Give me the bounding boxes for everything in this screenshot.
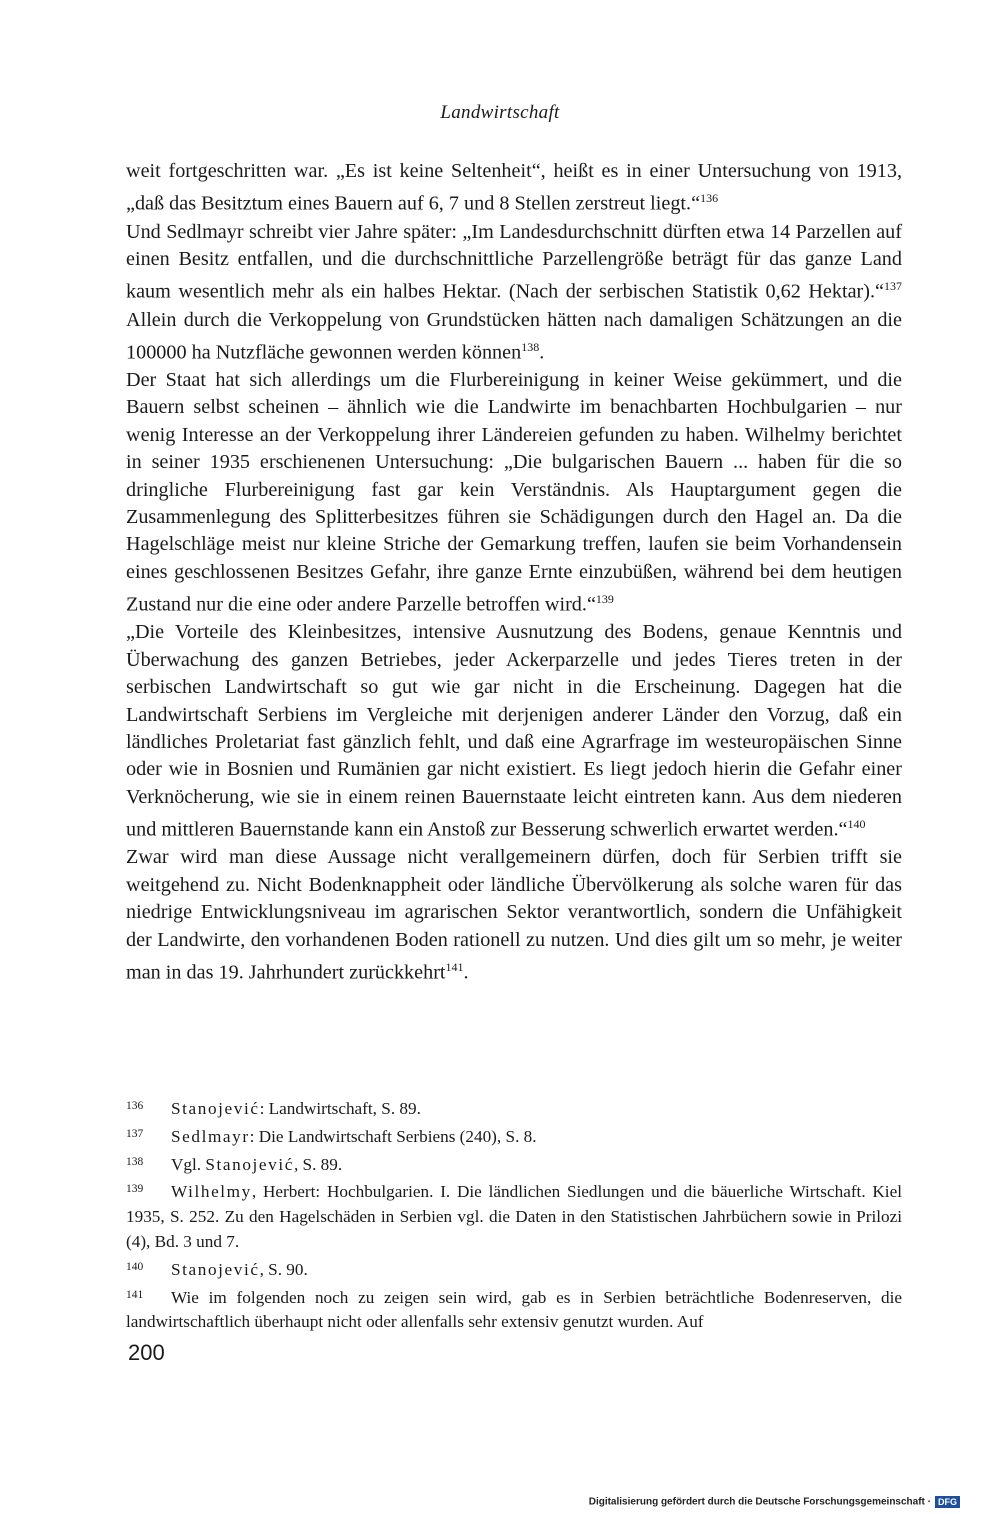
footnote-text: Wie im folgenden noch zu zeigen sein wird, gab es in Serbien beträchtliche Bodenreserven, die landwirtschaftlich überhaupt nicht oder allenfalls sehr extensiv genutzt wurden. Auf xyxy=(126,1287,902,1332)
paragraph-4-end: . xyxy=(463,961,469,984)
paragraph-3-text: „Die Vorteile des Kleinbesitzes, intensive Ausnutzung des Bodens, genaue Kenntnis und Überwachung des ganzen Betriebes, jeder Ackerparzelle und jedes Tieres treten in der serbischen Landwirtschaft so gut wie gar nicht in die Erscheinung. Dagegen hat die Landwirtschaft Serbiens im Vergleiche mit derjenigen anderer Länder den Vorzug, daß ein ländliches Proletariat fast gänzlich fehlt, und daß eine Agrarfrage im westeuropäischen Sinne oder wie in Bosnien und Rumänien gar nicht existiert. Es liegt jedoch hierin die Gefahr einer Verknöcherung, wie sie in einem reinen Bauernstaate leicht eintreten kann. Aus dem niederen und mittleren Bauernstande kann ein Anstoß zur Besserung schwerlich erwartet werden.“ xyxy=(126,621,902,842)
footnote-ref-141: 141 xyxy=(445,960,464,975)
paragraph-1b-text: Und Sedlmayr schreibt vier Jahre später: „Im Landesdurchschnitt dürften etwa 14 Parzellen auf einen Besitz entfallen, und die durchschnittliche Parzellengröße beträgt für das ganze Land kaum wesentlich mehr als ein halbes Hektar. (Nach der serbischen Statistik 0,62 Hektar).“ xyxy=(126,220,902,304)
footnote-text: , S. 89. xyxy=(293,1154,343,1174)
footnote-text: : Die Landwirtschaft Serbiens (240), S. 8. xyxy=(249,1126,537,1146)
digitization-credit xyxy=(589,1496,960,1508)
footnote-number: 141 xyxy=(126,1288,144,1301)
footnote-number: 136 xyxy=(126,1100,144,1112)
running-title: Landwirtschaft xyxy=(440,102,560,123)
footnote-ref-140: 140 xyxy=(847,817,866,832)
footnote-text: , Herbert: Hochbulgarien. I. Die ländlichen Siedlungen und die bäuerliche Wirtschaft. Kiel 1935, S. 252. Zu den Hagelschäden in Serbien vgl. die Daten in den Statistischen Jahrbüchern sowie in Prilozi (4), Bd. 3 und 7. xyxy=(126,1182,902,1251)
paragraph-2-text: Der Staat hat sich allerdings um die Flurbereinigung in keiner Weise gekümmert, und die Bauern selbst scheinen – ähnlich wie die Landwirte im benachbarten Hochbulgarien – nur wenig Interesse an der Verkoppelung ihrer Ländereien gefunden zu haben. Wilhelmy berichtet in seiner 1935 erschienenen Untersuchung: „Die bulgarischen Bauern ... haben für die so dringliche Flurbereinigung fast gar kein Verständnis. Als Hauptargument gegen die Zusammenlegung des Splitterbesitzes führen sie Schädigungen durch den Hagel an. Da die Hagelschläge meist nur kleine Striche der Gemarkung treffen, laufen sie beim Vorhandensein eines geschlossenen Besitzes Gefahr, ihre ganze Ernte einzubüßen, während bei dem heutigen Zustand nur die eine oder andere Parzelle betroffen wird.“ xyxy=(126,369,902,617)
footnote-author: Stanojević xyxy=(205,1154,294,1174)
credit-text: Digitalisierung gefördert durch die Deutsche Forschungsgemeinschaft · xyxy=(588,1496,931,1508)
footnote-139 xyxy=(126,1177,902,1254)
footnote-author: Stanojević xyxy=(171,1259,260,1279)
footnote-author: Stanojević xyxy=(171,1099,260,1118)
footnote-ref-139: 139 xyxy=(595,592,614,607)
footnote-prefix: Vgl. xyxy=(171,1154,206,1174)
footnotes xyxy=(126,1094,902,1335)
paragraph-1 xyxy=(126,158,902,367)
footnote-ref-136: 136 xyxy=(700,191,719,206)
footnote-author: Wilhelmy xyxy=(171,1182,252,1202)
footnote-number: 137 xyxy=(126,1127,144,1140)
footnote-number: 138 xyxy=(126,1155,144,1168)
paragraph-1b-end: . xyxy=(539,341,545,364)
paragraph-1b-continuation: Allein durch die Verkoppelung von Grundstücken hätten nach damaligen Schätzungen an die 100000 ha Nutzfläche gewonnen werden können xyxy=(126,308,902,364)
paragraph-2 xyxy=(126,367,902,619)
footnote-ref-138: 138 xyxy=(521,339,540,354)
footnote-136 xyxy=(126,1094,902,1122)
page-number: 200 xyxy=(128,1340,165,1365)
dfg-logo-icon: DFG xyxy=(935,1496,960,1508)
footnote-137 xyxy=(126,1122,902,1150)
footnote-140 xyxy=(126,1255,902,1283)
footnote-141 xyxy=(126,1283,902,1336)
footnote-ref-137: 137 xyxy=(884,279,902,294)
footnote-number: 139 xyxy=(126,1183,144,1196)
footnote-138 xyxy=(126,1150,902,1178)
main-text xyxy=(126,158,902,987)
footnote-text: : Landwirtschaft, S. 89. xyxy=(259,1099,421,1118)
paragraph-1-text: weit fortgeschritten war. „Es ist keine Seltenheit“, heißt es in einer Untersuchung von 1913, „daß das Besitztum eines Bauern auf 6, 7 und 8 Stellen zerstreut liegt.“ xyxy=(126,160,902,216)
footnote-number: 140 xyxy=(126,1260,144,1273)
footnote-text: , S. 90. xyxy=(259,1259,308,1279)
paragraph-4-text: Zwar wird man diese Aussage nicht verallgemeinern dürfen, doch für Serbien trifft sie weitgehend zu. Nicht Bodenknappheit oder ländliche Übervölkerung als solche waren für das niedrige Entwicklungsniveau im agrarischen Sektor verantwortlich, sondern die Unfähigkeit der Landwirte, den vorhandenen Boden rationell zu nutzen. Und dies gilt um so mehr, je weiter man in das 19. Jahrhundert zurückkehrt xyxy=(126,846,902,984)
footnote-author: Sedlmayr xyxy=(171,1126,250,1146)
paragraph-3 xyxy=(126,619,902,987)
